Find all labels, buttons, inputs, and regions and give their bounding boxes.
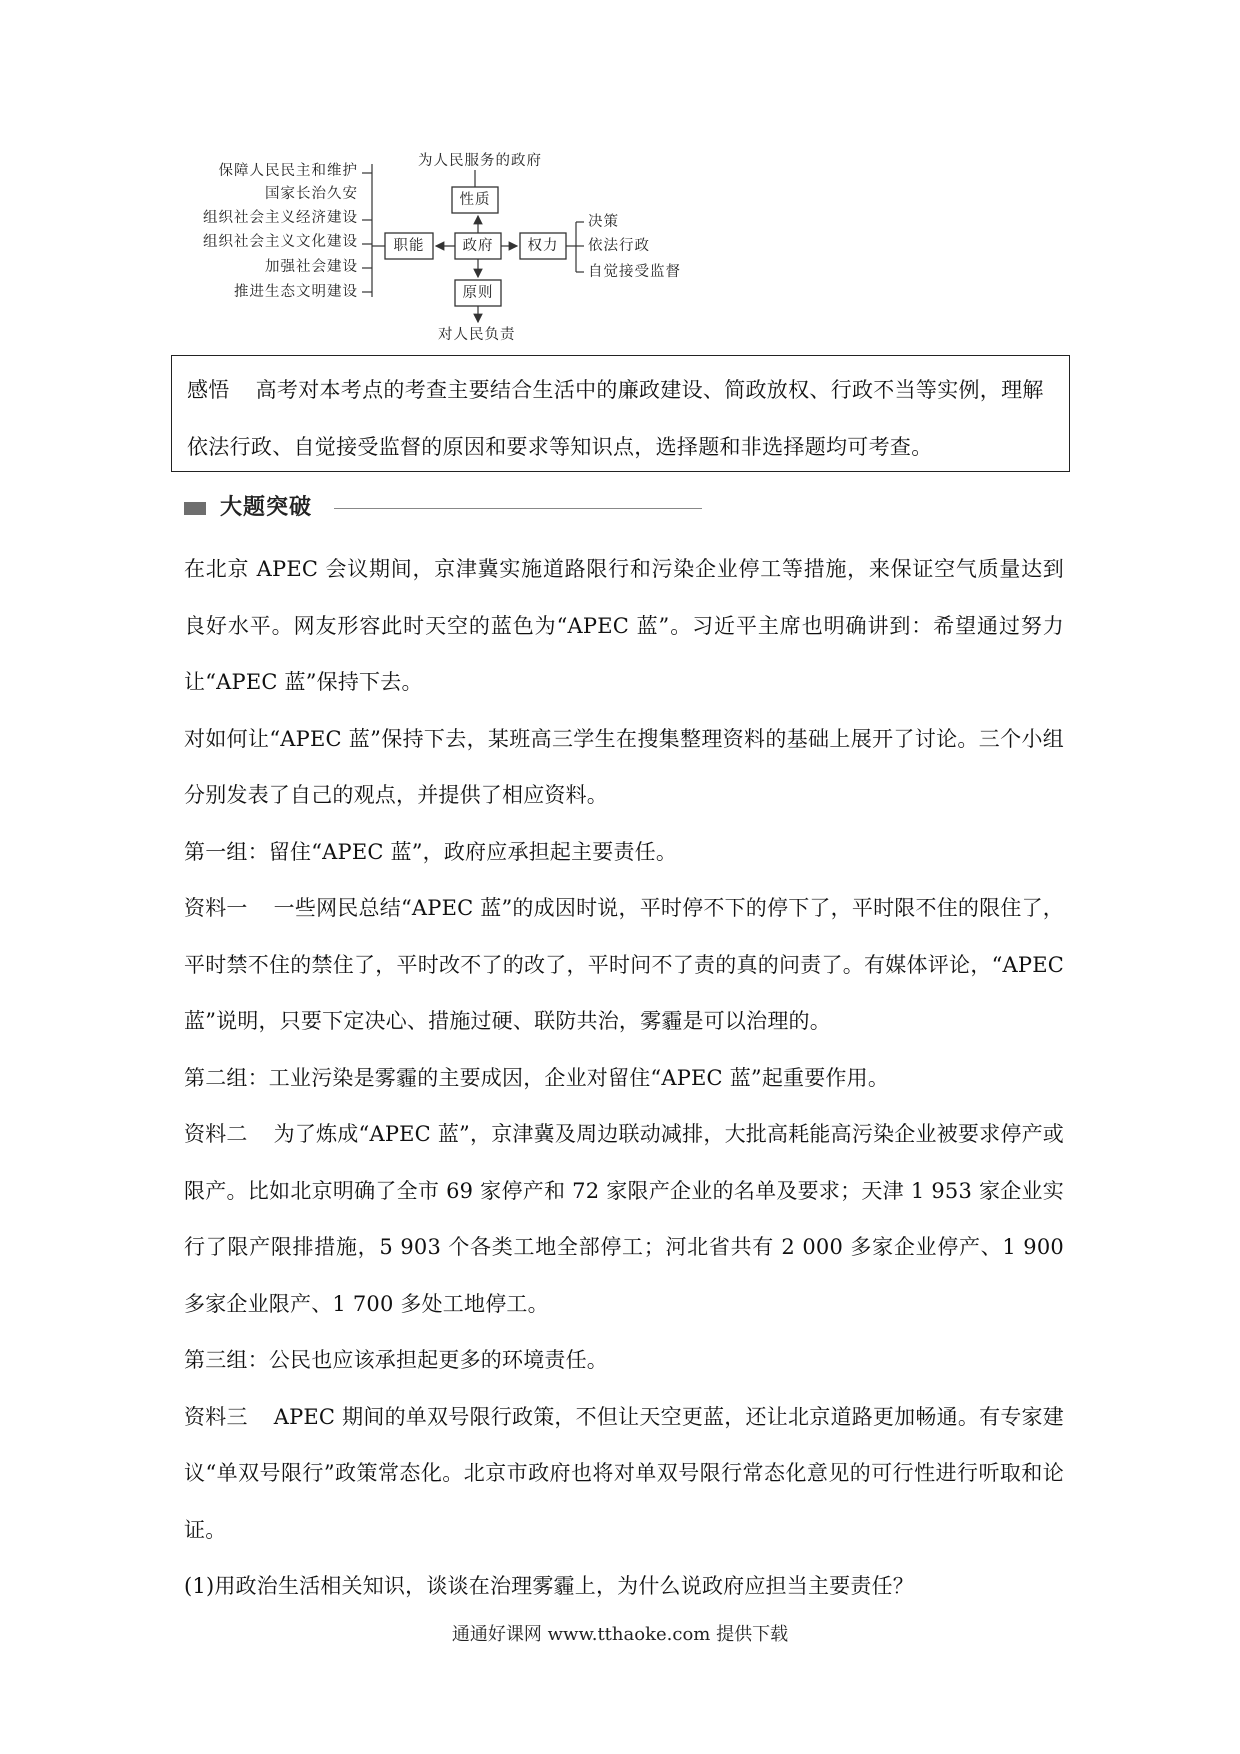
paragraph-text: 第二组：工业污染是雾霾的主要成因，企业对留住“APEC 蓝”起重要作用。 — [184, 1065, 890, 1090]
paragraph-text: 在北京 APEC 会议期间，京津冀实施道路限行和污染企业停工等措施，来保证空气质量达到良好水平。网友形容此时天空的蓝色为“APEC 蓝”。习近平主席也明确讲到：希望通过努力让“APEC 蓝”保持下去。 — [184, 557, 1064, 694]
section-heading — [184, 491, 704, 525]
diagram-right-item: 依法行政 — [588, 238, 650, 254]
material-tag: 资料二 — [184, 1122, 248, 1146]
diagram-bottom-label: 对人民负责 — [438, 327, 516, 343]
section-marker-icon — [184, 502, 206, 515]
diagram-left-item: 组织社会主义经济建设 — [203, 210, 358, 226]
paragraph — [184, 880, 1064, 1050]
material-tag: 资料一 — [184, 896, 248, 920]
paragraph — [184, 541, 1064, 711]
concept-diagram — [0, 0, 1240, 350]
material-tag: 资料三 — [184, 1404, 248, 1429]
diagram-principle-box: 原则 — [462, 285, 494, 301]
paragraph — [184, 1050, 1064, 1107]
paragraph-text: 第三组：公民也应该承担起更多的环境责任。 — [184, 1348, 608, 1372]
paragraph — [184, 1106, 1064, 1332]
paragraph — [184, 1332, 1064, 1389]
paragraph-text: 一些网民总结“APEC 蓝”的成因时说，平时停不下的停下了，平时限不住的限住了，平时禁不住的禁住了，平时改不了的改了，平时问不了责的真的问责了。有媒体评论，“APEC 蓝”说明，只要下定决心、措施过硬、联防共治，雾霾是可以治理的。 — [184, 896, 1064, 1033]
insight-box — [171, 355, 1070, 472]
insight-tag: 感悟 — [187, 378, 230, 402]
page-footer: 通通好课网 www.tthaoke.com 提供下载 — [451, 1624, 789, 1645]
question-body — [184, 541, 1064, 1615]
diagram-left-item: 国家长治久安 — [265, 186, 358, 202]
diagram-left-item: 推进生态文明建设 — [234, 284, 358, 300]
paragraph-text: 对如何让“APEC 蓝”保持下去，某班高三学生在搜集整理资料的基础上展开了讨论。三个小组分别发表了自己的观点，并提供了相应资料。 — [184, 726, 1064, 807]
diagram-government-box: 政府 — [462, 238, 494, 254]
diagram-left-item: 加强社会建设 — [265, 259, 358, 275]
paragraph — [184, 1389, 1064, 1559]
diagram-power-box: 权力 — [527, 238, 559, 254]
section-divider — [334, 508, 702, 509]
diagram-right-item: 决策 — [588, 214, 619, 230]
paragraph-text: APEC 期间的单双号限行政策，不但让天空更蓝，还让北京道路更加畅通。有专家建议“单双号限行”政策常态化。北京市政府也将对单双号限行常态化意见的可行性进行听取和论证。 — [184, 1404, 1064, 1542]
paragraph-text: 第一组：留住“APEC 蓝”，政府应承担起主要责任。 — [184, 839, 678, 864]
diagram-left-item: 保障人民民主和维护 — [218, 163, 358, 179]
diagram-nature-box: 性质 — [459, 192, 491, 208]
diagram-top-label: 为人民服务的政府 — [418, 153, 542, 169]
paragraph-text: 为了炼成“APEC 蓝”，京津冀及周边联动减排，大批高耗能高污染企业被要求停产或限产。比如北京明确了全市 69 家停产和 72 家限产企业的名单及要求；天津 1 953 家企业实行了限产限排措施，5 903 个各类工地全部停工；河北省共有 2 000 多家企业停产、1 900 多家企业限产、1 700 多处工地停工。 — [184, 1122, 1064, 1316]
question-text: (1)用政治生活相关知识，谈谈在治理雾霾上，为什么说政府应担当主要责任？ — [184, 1574, 914, 1598]
section-title: 大题突破 — [220, 495, 313, 520]
diagram-function-box: 职能 — [393, 238, 425, 254]
paragraph — [184, 711, 1064, 824]
question — [184, 1558, 1064, 1615]
diagram-left-item: 组织社会主义文化建设 — [203, 234, 358, 250]
paragraph — [184, 824, 1064, 881]
insight-text — [187, 362, 1047, 476]
insight-body: 高考对本考点的考查主要结合生活中的廉政建设、简政放权、行政不当等实例，理解依法行政、自觉接受监督的原因和要求等知识点，选择题和非选择题均可考查。 — [187, 378, 1044, 459]
diagram-right-item: 自觉接受监督 — [588, 264, 681, 280]
